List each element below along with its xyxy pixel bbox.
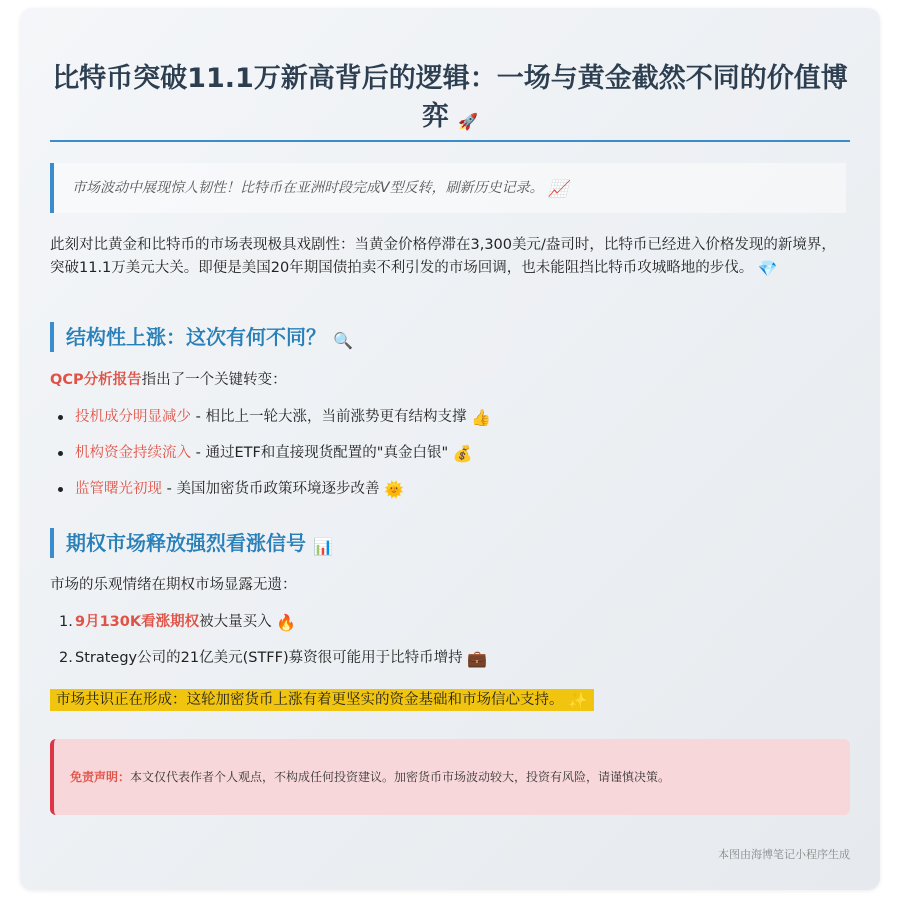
section1-lead (50, 369, 850, 392)
intro-text: 此刻对比黄金和比特币的市场表现极具戏剧性：当黄金价格停滞在3,300美元/盎司时，比特币已经进入价格发现的新境界，突破11.1万美元大关。即便是美国20年期国债拍卖不利引发的市场回调，也未能阻挡比特币攻城略地的步伐。 (50, 237, 836, 276)
money-bag-icon: 💰 (452, 444, 473, 463)
page-title (50, 60, 850, 141)
consensus-highlight (50, 689, 594, 711)
intro-paragraph (50, 234, 850, 280)
qcp-report-highlight: QCP分析报告 (50, 372, 142, 388)
consensus-text: 市场共识正在形成：这轮加密货币上涨有着更坚实的资金基础和市场信心支持。 (56, 692, 564, 708)
list-item-text: - 相比上一轮大涨，当前涨势更有结构支撑 (191, 409, 467, 425)
list-item (50, 471, 850, 507)
title-divider (50, 140, 850, 142)
disclaimer-box (50, 739, 850, 815)
section1-lead-text: 指出了一个关键转变： (141, 372, 287, 388)
list-item-key: 监管曙光初现 (75, 481, 162, 497)
disclaimer-label: 免责声明： (70, 770, 131, 784)
chart-up-icon: 📈 (548, 179, 568, 198)
list-item-text: - 美国加密货币政策环境逐步改善 (162, 481, 380, 497)
sparkles-icon: ✨ (568, 691, 589, 710)
thumbs-up-icon: 👍 (471, 408, 491, 427)
magnifier-icon: 🔍 (332, 331, 353, 350)
rocket-icon: 🚀 (458, 112, 479, 131)
disclaimer-text: 本文仅代表作者个人观点，不构成任何投资建议。加密货币市场波动较大，投资有风险，请谨慎决策。 (130, 770, 671, 784)
list-item-key: 投机成分明显减少 (75, 409, 191, 425)
list-number: 2. (59, 650, 73, 666)
section1-heading (50, 322, 850, 352)
list-item-key: 9月130K看涨期权 (75, 614, 200, 630)
section1-heading-text: 结构性上涨：这次有何不同？ (66, 325, 326, 349)
article-card (20, 8, 880, 890)
section2-lead (50, 574, 850, 597)
footer-credit: 本图由海博笔记小程序生成 (718, 848, 850, 861)
list-item-text: - 通过ETF和直接现货配置的"真金白银" (191, 445, 449, 461)
list-item (50, 435, 850, 471)
section2-list (50, 604, 850, 676)
section2-lead-text: 市场的乐观情绪在期权市场显露无遗： (50, 577, 297, 593)
intro-quote (50, 163, 846, 213)
list-item-key: 机构资金持续流入 (75, 445, 191, 461)
quote-text: 市场波动中展现惊人韧性！比特币在亚洲时段完成V型反转，刷新历史记录。 (72, 180, 544, 196)
list-item (50, 640, 850, 676)
bar-chart-icon: 📊 (312, 537, 333, 556)
fire-icon: 🔥 (276, 613, 297, 632)
list-item-text: Strategy公司的21亿美元(STFF)募资很可能用于比特币增持 (75, 650, 463, 666)
section2-heading (50, 528, 850, 558)
briefcase-icon: 💼 (467, 649, 488, 668)
list-item (50, 399, 850, 435)
bullet (58, 415, 63, 420)
list-item (50, 604, 850, 640)
bullet (58, 451, 63, 456)
sun-icon: 🌞 (384, 480, 404, 499)
section1-list (50, 399, 850, 507)
gem-icon: 💎 (757, 259, 778, 278)
bullet (58, 487, 63, 492)
list-number: 1. (59, 614, 73, 630)
page-title-text: 比特币突破11.1万新高背后的逻辑：一场与黄金截然不同的价值博弈 (52, 63, 848, 132)
list-item-text: 被大量买入 (199, 614, 272, 630)
section2-heading-text: 期权市场释放强烈看涨信号 (66, 531, 306, 555)
